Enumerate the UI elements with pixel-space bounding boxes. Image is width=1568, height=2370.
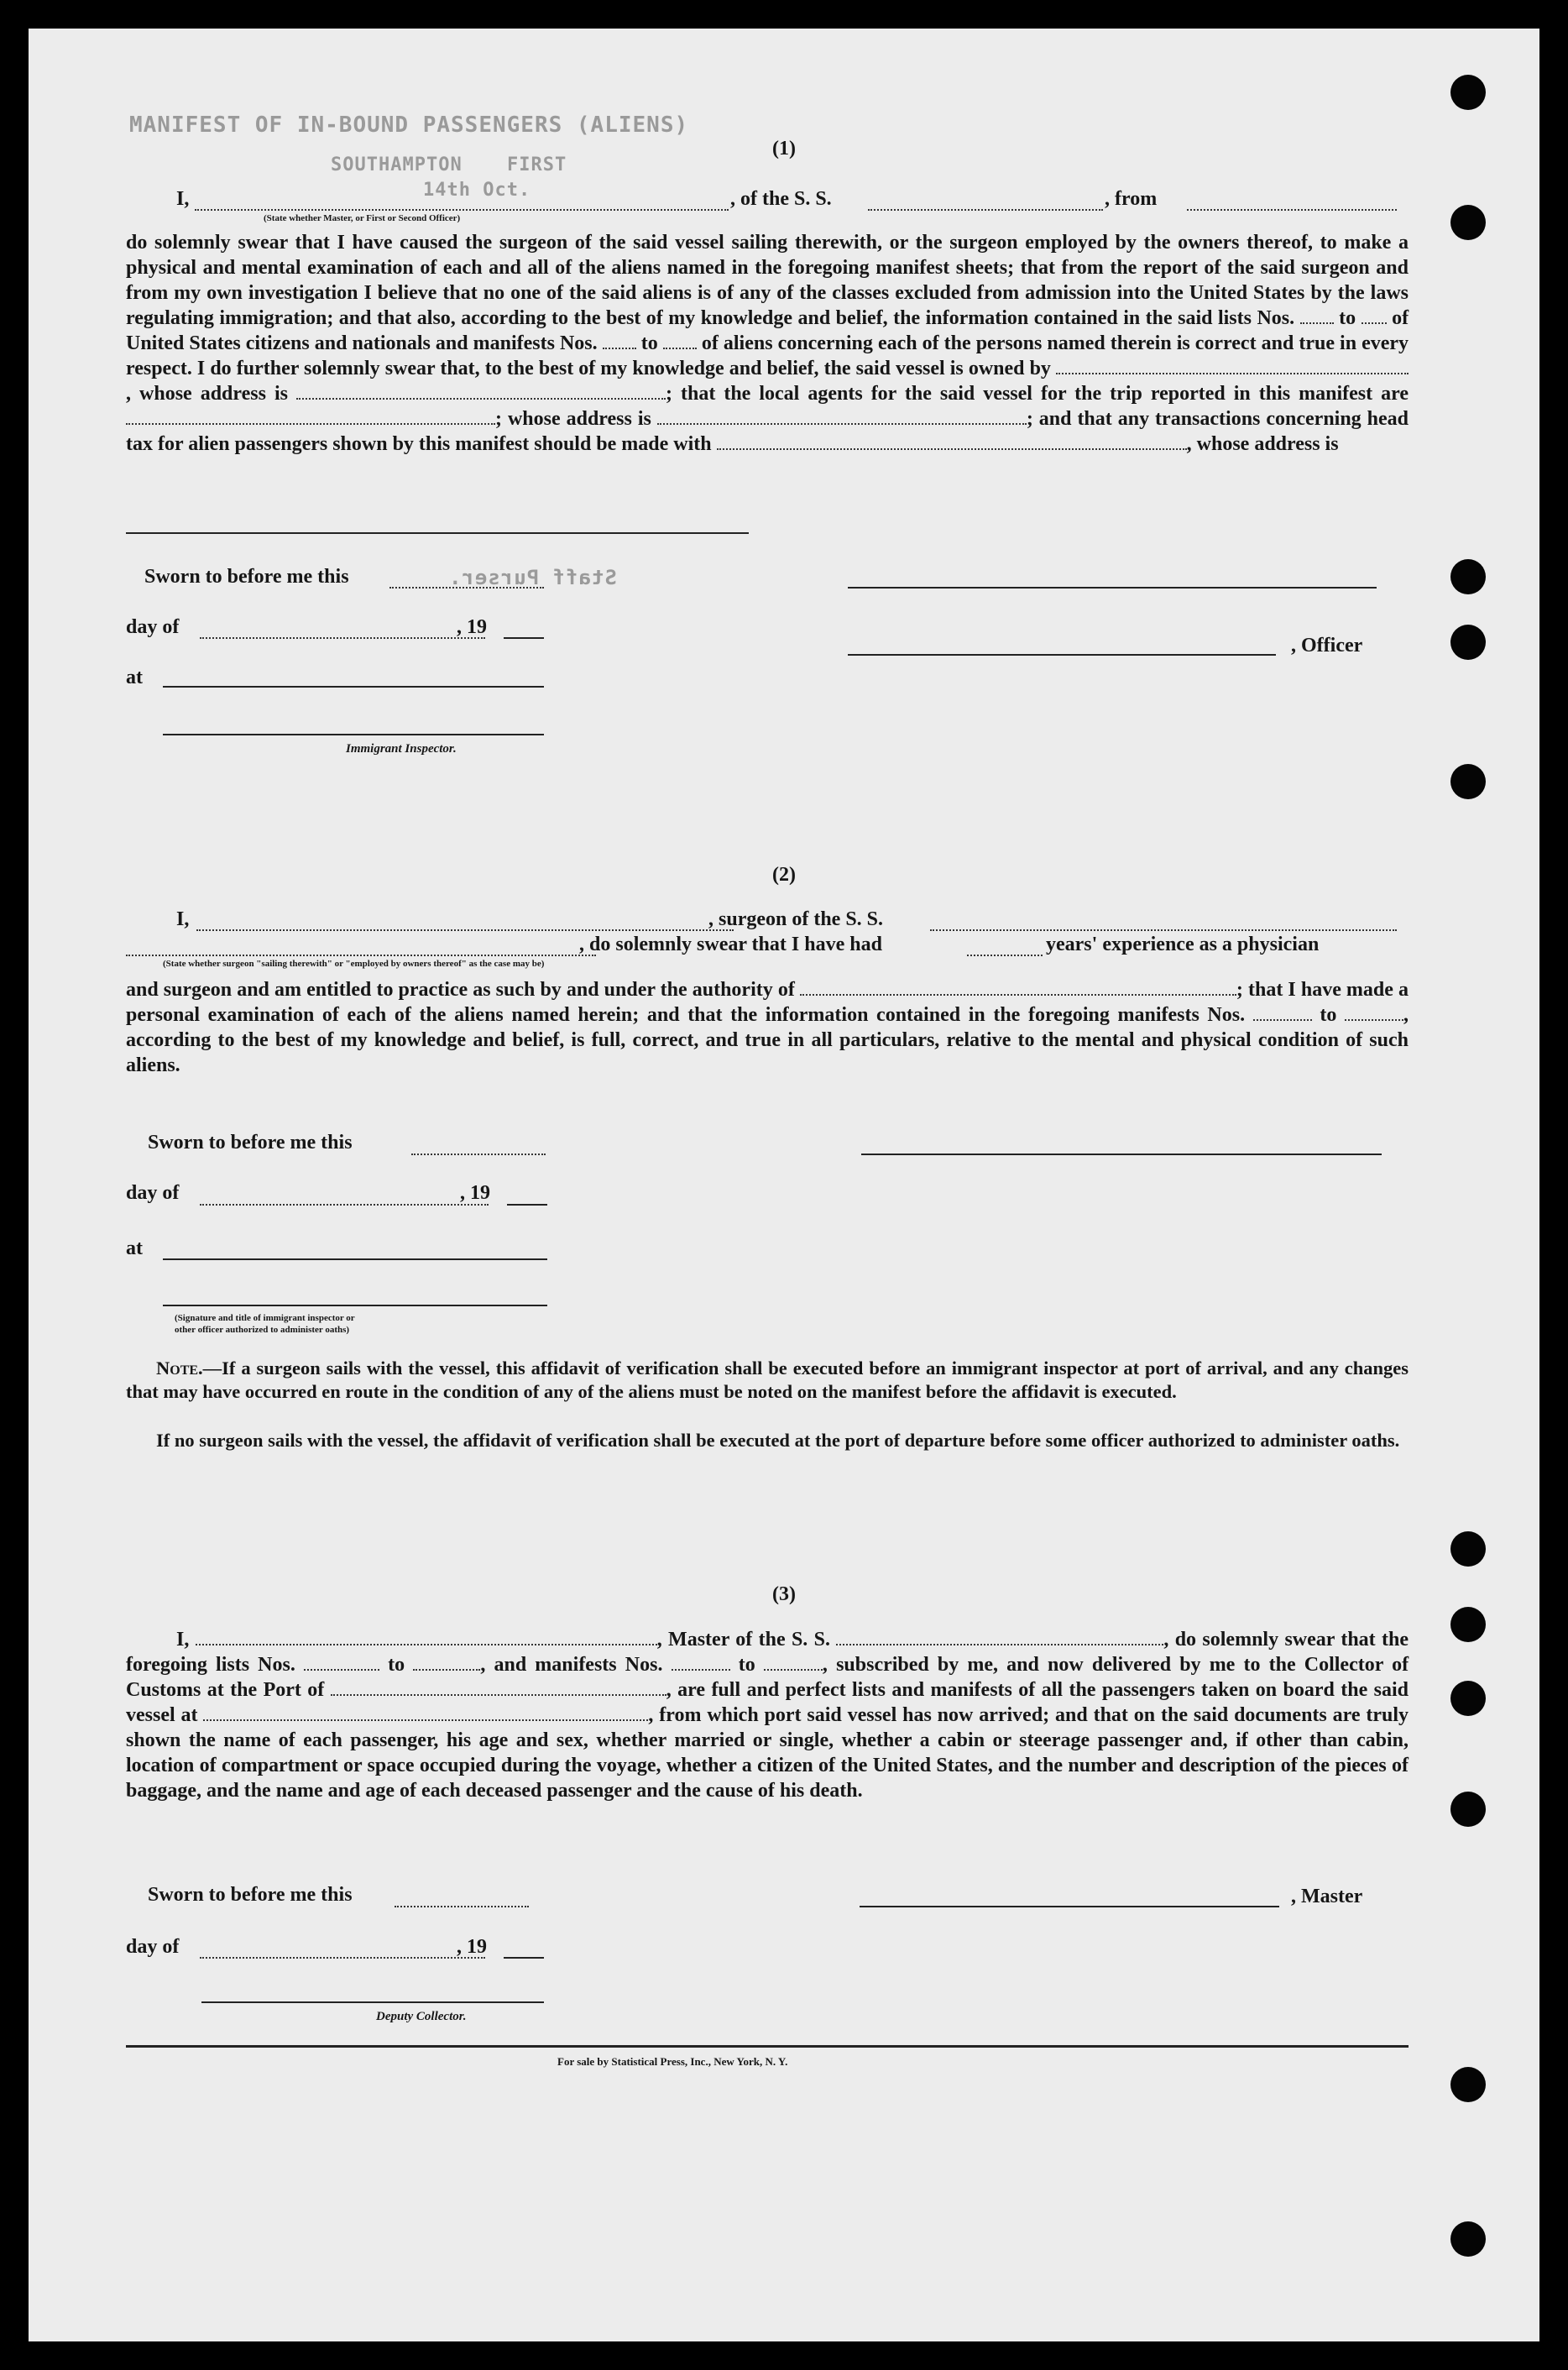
s1-lists-to-blank (1362, 307, 1387, 324)
section-3-number: (3) (772, 1583, 796, 1605)
s2-at: at (126, 1237, 143, 1259)
s1-agents-address-blank (657, 408, 1027, 425)
ghost-date: 14th Oct. (423, 180, 531, 201)
punch-hole-icon (1450, 75, 1486, 110)
punch-hole-icon (1450, 205, 1486, 240)
s3-master-sig-line (860, 1906, 1279, 1907)
s2-authority-blank (800, 979, 1236, 996)
s3-sworn: Sworn to before me this (148, 1884, 353, 1906)
s1-name-line (195, 209, 729, 211)
s3-manifests-to-blank (764, 1654, 823, 1671)
s3-deputy: Deputy Collector. (376, 2010, 467, 2023)
s1-owner-blank (1056, 358, 1409, 374)
s3-year-line (504, 1957, 544, 1959)
s1-officer: , Officer (1291, 635, 1363, 657)
s3-body-e: , from which port said vessel has now arrived; and that on the said documents are truly shown the name of each passenger, his age and sex, whether married or single, whether a cabin or steerage passenger and, if other than cabin, location of compartment or space occupied during the voyage, whether a citizen of the United States, and the number and description of the pieces of baggage, and the name and age of each deceased passenger and the cause of his death. (126, 1704, 1409, 1802)
s1-owner-address-blank (296, 383, 666, 400)
section-2-number: (2) (772, 864, 796, 886)
s3-manifests-from-blank (672, 1654, 730, 1671)
s3-line1-end: , do solemnly (1163, 1629, 1279, 1651)
s1-line1-from: , from (1105, 188, 1158, 210)
punch-hole-icon (1450, 2221, 1486, 2257)
s3-day-of: day of (126, 1936, 180, 1958)
s1-inspector-line (163, 734, 544, 735)
s1-head-tax: ; and that any transactions concerning head tax for alien passengers shown by this manifest should be made with (126, 408, 1409, 455)
s2-note-2: If no surgeon sails with the vessel, the affidavit of verification shall be executed at the port of departure before some officer authorized to administer oaths. (156, 1430, 1400, 1451)
s2-note (126, 1357, 1409, 1404)
s3-port-blank (331, 1679, 666, 1696)
s3-departure-blank (203, 1704, 648, 1721)
s1-whose-address-2: whose address is (507, 408, 651, 430)
s2-day-line (200, 1204, 489, 1206)
s1-manifests-from-blank (603, 332, 636, 349)
s3-sworn-line (395, 1906, 529, 1907)
s3-line1-start: I, (176, 1629, 190, 1651)
s3-body-b: , and manifests Nos. (480, 1654, 663, 1676)
s3-lists-to-blank (413, 1654, 480, 1671)
s2-line1-mid: , surgeon of the S. S. (708, 908, 884, 930)
footer-rule (126, 2045, 1409, 2048)
s1-at: at (126, 667, 143, 688)
s3-lists-from-blank (304, 1654, 379, 1671)
s1-year-line (504, 637, 544, 639)
s2-sworn: Sworn to before me this (148, 1132, 353, 1154)
s2-to: to (1320, 1004, 1337, 1026)
s1-nineteen: , 19 (457, 616, 487, 638)
s1-sworn: Sworn to before me this (144, 566, 349, 588)
s3-to-2: to (738, 1654, 755, 1676)
s1-local-agents: that the local agents for the said vessel for the trip reported in this manifest are (681, 383, 1409, 405)
s1-hint: (State whether Master, or First or Second Officer) (264, 213, 461, 223)
s2-line2-end: years' experience as a physician (1046, 934, 1320, 955)
s1-body: do solemnly swear that I have caused the surgeon of the said vessel sailing therewith, or the surgeon employed by the owners thereof, to make a physical and mental examination of each and all of the aliens named in the foregoing manifest sheets; that from the report of the said surgeon and from my own investigation I believe that no one of the said aliens is of any of the classes excluded from admission into the United States by the laws regulating immigration; and that also, according to the best of my knowledge and belief, the information contained in the said lists Nos. to of United States citizens and nationals and manifests Nos. to of aliens concerning each of the persons named therein is correct and true in every respect. I do further solemnly swear that, to the best of my knowledge and belief, the said vessel is owned by , whose address is ; that the local agents for the said vessel for the trip reported in this manifest are ; whose address is ; and that any transactions concerning head tax for alien passengers shown by this manifest should be made with , whose address is (126, 232, 1409, 455)
s1-agents-blank (126, 408, 495, 425)
s1-officer-line (848, 654, 1276, 656)
ghost-first: FIRST (507, 154, 567, 175)
s3-body (126, 1627, 1409, 1803)
s2-body: and surgeon and am entitled to practice as such by and under the authority of ; that I have made a personal examination of each of the aliens named herein; and that the information contained in the foregoing manifests Nos. to , according to the best of my knowledge and belief, is full, correct, and true in all particulars, relative to the mental and physical condition of such aliens. (126, 979, 1409, 1076)
s3-master-name-blank (196, 1629, 657, 1645)
s2-years-line (967, 955, 1043, 956)
s2-year-line (507, 1204, 547, 1206)
s1-body-c: of aliens concerning each of the persons named therein is correct and true in every respect. I do further solemnly swear that, to the best of my knowledge and belief, the said vessel is owned by (126, 332, 1409, 379)
punch-hole-icon (1450, 764, 1486, 799)
ghost-port: SOUTHAMPTON (331, 154, 463, 175)
s2-vessel-line (930, 929, 1397, 931)
s1-to-2: to (640, 332, 658, 354)
s1-line1-mid: , of the S. S. (730, 188, 832, 210)
punch-hole-icon (1450, 2067, 1486, 2102)
s2-inspector-line (163, 1305, 547, 1306)
s2-note-label: Note. (156, 1358, 203, 1379)
section-1-number: (1) (772, 138, 796, 160)
s3-vessel-blank (836, 1629, 1163, 1645)
manifest-verification-sheet (29, 29, 1539, 2341)
footer-printer: For sale by Statistical Press, Inc., New York, N. Y. (557, 2055, 788, 2068)
s2-body-b: , according to the best of my knowledge and belief, is full, correct, and true in all particulars, relative to the mental and physical condition of such aliens. (126, 1004, 1409, 1076)
s3-master: , Master (1291, 1886, 1363, 1907)
s1-day-line (200, 637, 485, 639)
punch-hole-icon (1450, 625, 1486, 660)
s1-from-line (1187, 209, 1397, 211)
s1-sworn-line (389, 587, 544, 589)
s1-inspector: Immigrant Inspector. (346, 742, 457, 756)
punch-hole-icon (1450, 1607, 1486, 1642)
s3-day-line (200, 1957, 485, 1959)
punch-hole-icon (1450, 1531, 1486, 1567)
s2-at-line (163, 1258, 547, 1260)
s2-sworn-line (411, 1154, 546, 1155)
s1-whose-address-3: , whose address is (1186, 433, 1339, 455)
punch-hole-icon (1450, 1792, 1486, 1827)
s1-signature-line (848, 587, 1377, 589)
ghost-manifest-title: MANIFEST OF IN-BOUND PASSENGERS (ALIENS) (129, 112, 689, 138)
s2-surgeon-name-line (196, 929, 734, 931)
s1-to: to (1339, 307, 1356, 329)
s3-to: to (388, 1654, 405, 1676)
s3-deputy-line (201, 2001, 544, 2003)
s2-manifests-from-blank (1253, 1004, 1312, 1021)
s2-day-of: day of (126, 1182, 180, 1204)
s2-body-a: that I have made a personal examination of each of the aliens named herein; and that the information contained in the foregoing manifests Nos. (126, 979, 1409, 1026)
s3-line1-mid: , Master of the S. S. (656, 1629, 830, 1651)
s2-sig-hint-1: (Signature and title of immigrant inspector or (175, 1313, 355, 1323)
ghost-officer: Staff Purser. (448, 566, 617, 589)
s2-manifests-to-blank (1345, 1004, 1403, 1021)
s1-body-a: do solemnly swear that I have caused the surgeon of the said vessel sailing therewith, or the surgeon employed by the owners thereof, to make a physical and mental examination of each and all of the aliens named in the foregoing manifest sheets; that from the report of the said surgeon and from my own investigation I believe that no one of the said aliens is of any of the classes excluded from admission into the United States by the laws regulating immigration; and that also, according to the best of my knowledge and belief, the information contained in the said lists Nos. (126, 232, 1409, 329)
s1-address-continuation-line (126, 532, 749, 534)
s1-vessel-line (868, 209, 1103, 211)
punch-hole-icon (1450, 1681, 1486, 1716)
punch-hole-icon (1450, 559, 1486, 594)
s3-body-d: , are full and perfect lists and manifests of all the passengers taken on board the said vessel at (126, 1679, 1409, 1726)
s3-body-c: , subscribed by me, and now delivered by me to the Collector of Customs at the Port of (126, 1654, 1409, 1701)
s2-nineteen: , 19 (460, 1182, 490, 1204)
s2-line3: and surgeon and am entitled to practice as such by and under the authority of (126, 979, 795, 1001)
s2-line2-mid: , do solemnly swear that I have had (579, 934, 882, 955)
s2-sig-hint-2: other officer authorized to administer oaths) (175, 1325, 350, 1335)
s2-line1-start: I, (176, 908, 190, 930)
s1-at-line (163, 686, 544, 688)
s3-nineteen: , 19 (457, 1936, 487, 1958)
s3-body-a: swear that the foregoing lists Nos. (126, 1629, 1409, 1676)
s1-whose-address: , whose address is (126, 383, 288, 405)
s2-note-1: —If a surgeon sails with the vessel, this affidavit of verification shall be executed before an immigrant inspector at port of arrival, and any changes that may have occurred en route in the condition of any of the aliens must be noted on the manifest before the affidavit is executed. (126, 1358, 1409, 1402)
s1-manifests-to-blank (663, 332, 697, 349)
s1-day-of: day of (126, 616, 180, 638)
s1-lists-from-blank (1300, 307, 1334, 324)
s2-capacity-line (126, 955, 596, 956)
s2-signature-line (861, 1154, 1382, 1155)
s1-body-b: of United States citizens and nationals and manifests Nos. (126, 307, 1409, 354)
s1-line1-start: I, (176, 188, 190, 210)
s1-head-tax-blank (717, 433, 1187, 450)
s2-hint: (State whether surgeon "sailing therewith" or "employed by owners thereof" as the case may be) (163, 959, 545, 969)
